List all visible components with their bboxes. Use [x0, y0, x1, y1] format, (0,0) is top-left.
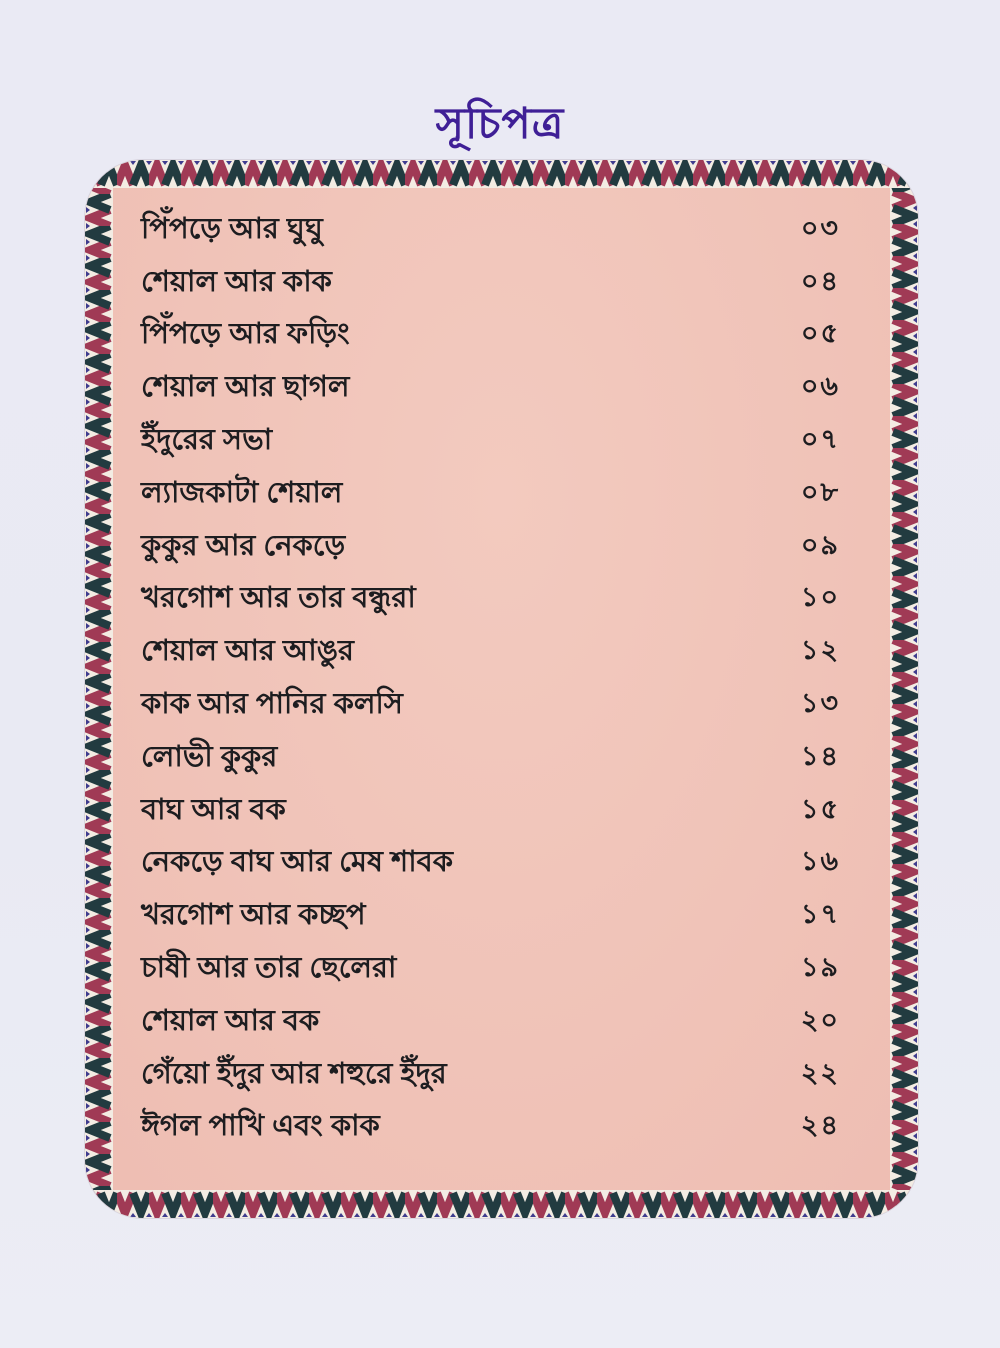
- toc-entry-page: ১৪: [800, 740, 840, 771]
- toc-row: [141, 943, 840, 996]
- toc-row: [141, 732, 840, 785]
- toc-row: [141, 785, 840, 838]
- toc-entry-title: ল্যাজকাটা শেয়াল: [141, 476, 343, 509]
- toc-entry-page: ১০: [800, 582, 840, 613]
- toc-entry-page: ২২: [800, 1057, 840, 1088]
- toc-row: [141, 996, 840, 1049]
- toc-entry-title: খরগোশ আর তার বন্ধুরা: [141, 582, 416, 615]
- toc-entry-title: শেয়াল আর আঙুর: [141, 635, 354, 668]
- toc-entry-title: খরগোশ আর কচ্ছপ: [141, 899, 366, 932]
- toc-row: [141, 574, 840, 627]
- toc-panel: [85, 160, 918, 1218]
- toc-entry-page: ১৩: [800, 688, 840, 719]
- toc-row: [141, 890, 840, 943]
- toc-row: [141, 1049, 840, 1102]
- toc-entry-page: ০৯: [800, 529, 840, 560]
- toc-entry-page: ১৬: [800, 846, 840, 877]
- toc-row: [141, 362, 840, 415]
- toc-row: [141, 521, 840, 574]
- decorative-border-left: [85, 160, 113, 1218]
- toc-entry-title: গেঁয়ো ইঁদুর আর শহুরে ইঁদুর: [141, 1057, 447, 1090]
- toc-entry-title: শেয়াল আর কাক: [141, 265, 332, 298]
- toc-entry-page: ০৭: [800, 424, 840, 455]
- toc-entry-title: লোভী কুকুর: [141, 740, 278, 773]
- toc-entry-title: কুকুর আর নেকড়ে: [141, 529, 346, 562]
- toc-entry-page: ২৪: [800, 1110, 840, 1141]
- toc-row: [141, 310, 840, 363]
- toc-entry-page: ১৭: [800, 899, 840, 930]
- toc-entry-title: শেয়াল আর ছাগল: [141, 371, 350, 404]
- toc-entry-page: ০৬: [800, 371, 840, 402]
- toc-entry-page: ০৩: [800, 212, 840, 243]
- decorative-border-right: [890, 160, 918, 1218]
- toc-entry-title: চাষী আর তার ছেলেরা: [141, 952, 397, 985]
- toc-entry-page: ১৫: [800, 793, 840, 824]
- toc-entry-title: ইঁদুরের সভা: [141, 424, 273, 457]
- toc-entry-page: ১২: [800, 635, 840, 666]
- toc-entry-page: ০৪: [800, 265, 840, 296]
- decorative-border-bottom: [85, 1190, 918, 1218]
- decorative-border-top: [85, 160, 918, 188]
- toc-entry-title: পিঁপড়ে আর ফড়িং: [141, 318, 350, 351]
- toc-list: [113, 188, 890, 1190]
- toc-row: [141, 838, 840, 891]
- toc-entry-title: শেয়াল আর বক: [141, 1004, 320, 1037]
- toc-entry-title: নেকড়ে বাঘ আর মেষ শাবক: [141, 846, 454, 879]
- toc-row: [141, 257, 840, 310]
- toc-entry-page: ০৫: [800, 318, 840, 349]
- toc-row: [141, 415, 840, 468]
- toc-row: [141, 679, 840, 732]
- toc-entry-page: ১৯: [800, 952, 840, 983]
- toc-entry-title: কাক আর পানির কলসি: [141, 688, 403, 721]
- toc-entry-page: ২০: [800, 1004, 840, 1035]
- toc-entry-title: ঈগল পাখি এবং কাক: [141, 1110, 380, 1143]
- toc-row: [141, 626, 840, 679]
- page-title: সূচিপত্র: [435, 100, 565, 148]
- toc-entry-page: ০৮: [800, 476, 840, 507]
- toc-row: [141, 468, 840, 521]
- toc-row: [141, 204, 840, 257]
- toc-row: [141, 1102, 840, 1155]
- toc-entry-title: বাঘ আর বক: [141, 793, 286, 826]
- toc-entry-title: পিঁপড়ে আর ঘুঘু: [141, 212, 323, 245]
